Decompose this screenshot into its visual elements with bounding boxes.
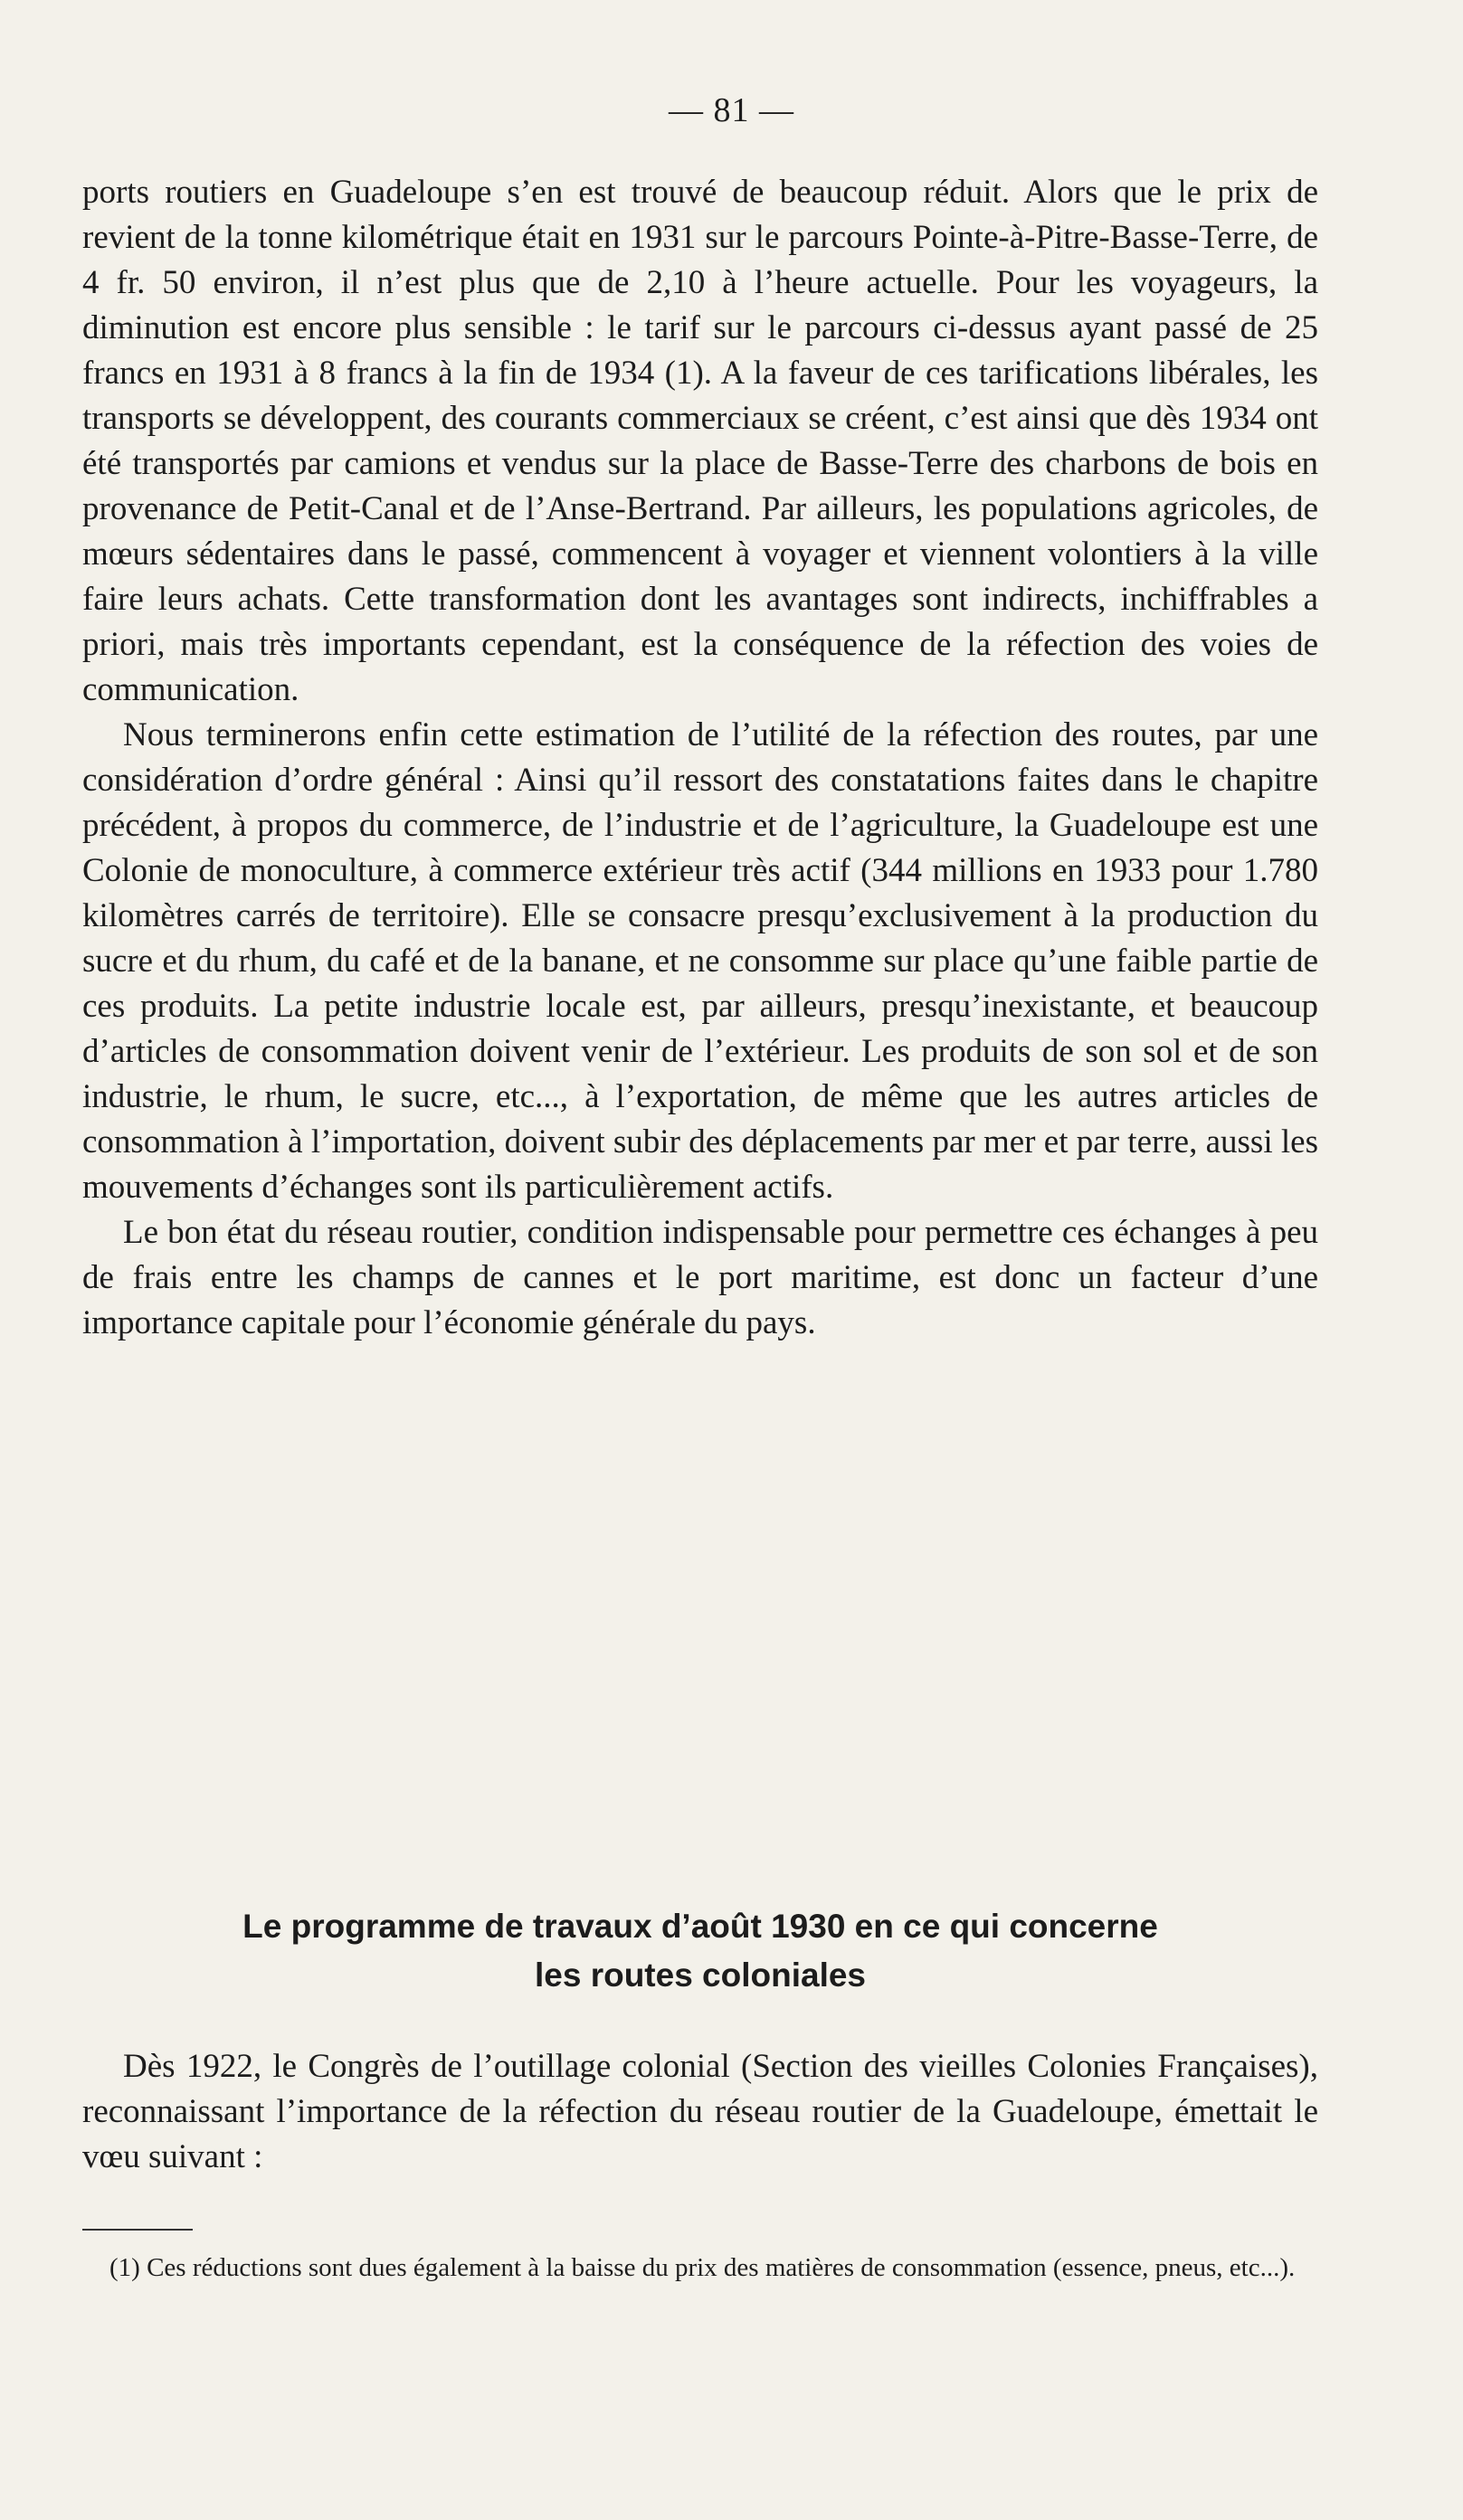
section-heading-line-2: les routes coloniales — [534, 1956, 867, 1994]
section-heading — [82, 1902, 1318, 2000]
section-heading-line-1: Le programme de travaux d’août 1930 en ce qui concerne — [242, 1908, 1158, 1945]
section-text — [82, 2044, 1318, 2180]
footnote: (1) Ces réductions sont dues également à la baisse du prix des matières de consommation (essence, pneus, etc...). — [109, 2253, 1296, 2282]
footnote-divider — [82, 2229, 193, 2231]
paragraph-continuation: ports routiers en Guadeloupe s’en est trouvé de beaucoup réduit. Alors que le prix de revient de la tonne kilométrique était en 1931 sur le parcours Pointe-à-Pitre-Basse-Terre, de 4 fr. 50 environ, il n’est plus que de 2,10 à l’heure actuelle. Pour les voyageurs, la diminution est encore plus sensible : le tarif sur le parcours ci-dessus ayant passé de 25 francs en 1931 à 8 francs à la fin de 1934 (1). A la faveur de ces tarifications libérales, les transports se développent, des courants commerciaux se créent, c’est ainsi que dès 1934 ont été transportés par camions et vendus sur la place de Basse-Terre des charbons de bois en provenance de Petit-Canal et de l’Anse-Bertrand. Par ailleurs, les populations agricoles, de mœurs sédentaires dans le passé, commencent à voyager et viennent volontiers à la ville faire leurs achats. Cette transformation dont les avantages sont indirects, inchiffrables a priori, mais très importants cependant, est la conséquence de la réfection des voies de communication. — [82, 174, 1318, 708]
body-text — [82, 170, 1318, 1346]
page-number: — 81 — — [669, 91, 794, 129]
paragraph-road-network: Le bon état du réseau routier, condition indispensable pour permettre ces échanges à peu de frais entre les champs de cannes et le port maritime, est donc un facteur d’une importance capitale pour l’économie générale du pays. — [82, 1214, 1318, 1341]
paragraph-general-consideration: Nous terminerons enfin cette estimation de l’utilité de la réfection des routes, par une considération d’ordre général : Ainsi qu’il ressort des constatations faites dans le chapitre précédent, à propos du commerce, de l’industrie et de l’agriculture, la Guadeloupe est une Colonie de monoculture, à commerce extérieur très actif (344 millions en 1933 pour 1.780 kilomètres carrés de territoire). Elle se consacre presqu’exclusivement à la production du sucre et du rhum, du café et de la banane, et ne consomme sur place qu’une faible partie de ces produits. La petite industrie locale est, par ailleurs, presqu’inexistante, et beaucoup d’articles de consommation doivent venir de l’extérieur. Les produits de son sol et de son industrie, le rhum, le sucre, etc..., à l’exportation, de même que les autres articles de consommation à l’importation, doivent subir des déplacements par mer et par terre, aussi les mouvements d’échanges sont ils particulièrement actifs. — [82, 716, 1318, 1206]
paragraph-congress: Dès 1922, le Congrès de l’outillage colonial (Section des vieilles Colonies Françaises), reconnaissant l’importance de la réfection du réseau routier de la Guadeloupe, émettait le vœu suivant : — [82, 2048, 1318, 2175]
